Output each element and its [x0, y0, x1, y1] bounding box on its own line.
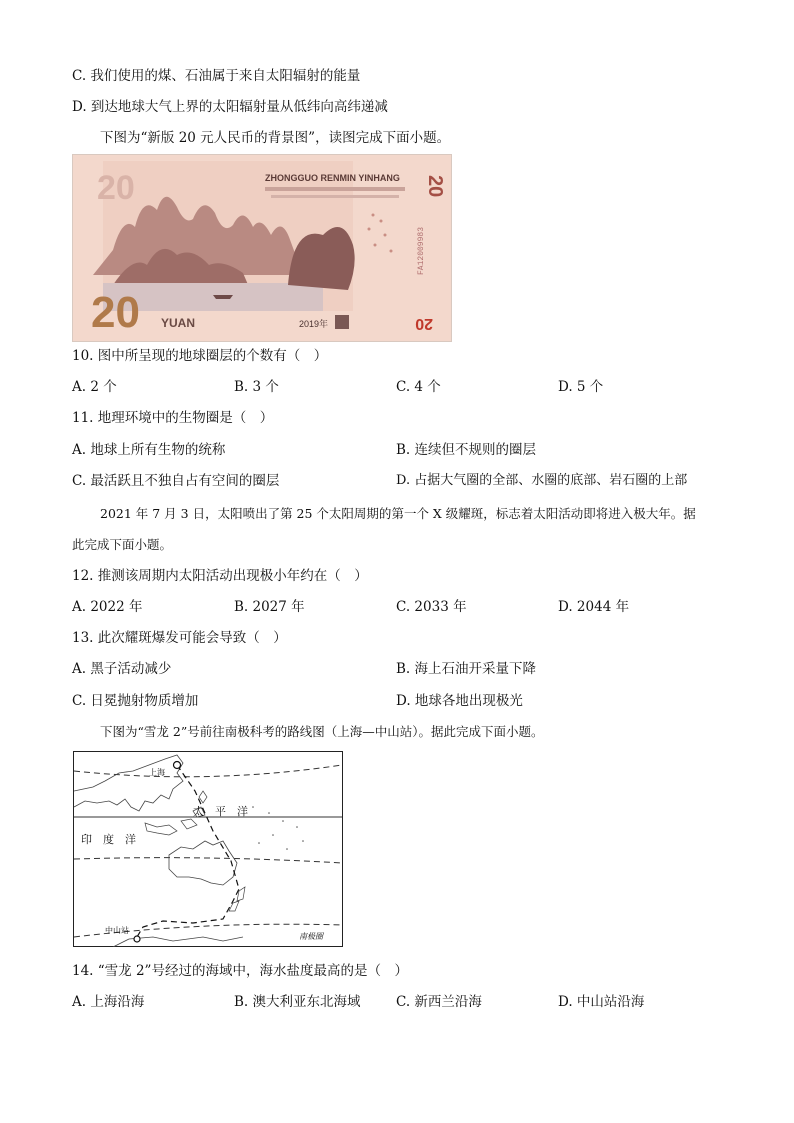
label-antarctic-circle: 南极圈 — [299, 932, 323, 941]
q14-option-b: B. 澳大利亚东北海域 — [234, 994, 361, 1010]
shanghai-marker — [174, 762, 181, 769]
q10-option-c: C. 4 个 — [396, 379, 441, 395]
yuan-label: YUAN — [161, 316, 196, 330]
banknote-image — [72, 154, 452, 342]
q12-option-d: D. 2044 年 — [558, 599, 630, 615]
q11-option-b: B. 连续但不规则的圈层 — [396, 442, 537, 458]
q13-option-d: D. 地球各地出现极光 — [396, 693, 523, 709]
label-shanghai: 上海 — [149, 768, 165, 777]
q10-option-a: A. 2 个 — [72, 379, 117, 395]
label-indian-ocean: 印 度 洋 — [81, 833, 136, 846]
script-line-2 — [271, 195, 399, 198]
q10-option-b: B. 3 个 — [234, 379, 279, 395]
banknote-illustration — [73, 155, 451, 341]
bank-name: ZHONGGUO RENMIN YINHANG — [265, 173, 400, 183]
q12-option-c: C. 2033 年 — [396, 599, 467, 615]
big-20-bottom: 20 — [91, 288, 140, 337]
route-map — [73, 751, 343, 947]
label-zhongshan: 中山站 — [105, 926, 129, 935]
question-14: 14. “雪龙 2”号经过的海域中，海水盐度最高的是（ ） — [72, 963, 408, 979]
security-mark — [335, 315, 349, 329]
q13-option-c: C. 日冕抛射物质增加 — [72, 693, 199, 709]
serial-number: FA12009983 — [417, 226, 426, 275]
q14-option-d: D. 中山站沿海 — [558, 994, 645, 1010]
option-d-prev: D. 到达地球大气上界的太阳辐射量从低纬向高纬递减 — [72, 99, 388, 115]
question-10: 10. 图中所呈现的地球圈层的个数有（ ） — [72, 348, 328, 364]
question-12: 12. 推测该周期内太阳活动出现极小年约在（ ） — [72, 568, 368, 584]
label-pacific: 太 平 洋 — [193, 805, 248, 818]
q11-option-a: A. 地球上所有生物的统称 — [72, 442, 226, 458]
q12-option-a: A. 2022 年 — [72, 599, 143, 615]
corner-20: 20 — [415, 315, 433, 332]
intro-solar-flare-1: 2021 年 7 月 3 日，太阳喷出了第 25 个太阳周期的第一个 X 级耀斑，标志着太阳活动即将进入极大年。据 — [100, 506, 696, 521]
option-c-prev: C. 我们使用的煤、石油属于来自太阳辐射的能量 — [72, 68, 361, 84]
q14-option-a: A. 上海沿海 — [72, 994, 145, 1010]
script-line-1 — [265, 187, 405, 191]
intro-banknote: 下图为“新版 20 元人民币的背景图”，读图完成下面小题。 — [100, 130, 451, 146]
raft — [213, 295, 233, 299]
intro-route-map: 下图为“雪龙 2”号前往南极科考的路线图（上海—中山站）。据此完成下面小题。 — [100, 724, 544, 739]
intro-solar-flare-2: 此完成下面小题。 — [72, 537, 173, 552]
zhongshan-marker — [134, 936, 140, 942]
q13-option-b: B. 海上石油开采量下降 — [396, 661, 537, 677]
q11-option-c: C. 最活跃且不独自占有空间的圈层 — [72, 473, 280, 489]
question-11: 11. 地理环境中的生物圈是（ ） — [72, 410, 274, 426]
map-frame — [74, 752, 343, 947]
route-map-svg — [73, 751, 343, 947]
q13-option-a: A. 黑子活动减少 — [72, 661, 172, 677]
side-20: 20 — [424, 175, 446, 198]
q10-option-d: D. 5 个 — [558, 379, 604, 395]
q12-option-b: B. 2027 年 — [234, 599, 305, 615]
q14-option-c: C. 新西兰沿海 — [396, 994, 482, 1010]
year-label: 2019年 — [299, 319, 329, 329]
big-20-top: 20 — [97, 169, 135, 207]
q11-option-d: D. 占据大气圈的全部、水圈的底部、岩石圈的上部 — [396, 473, 688, 488]
question-13: 13. 此次耀斑爆发可能会导致（ ） — [72, 630, 287, 646]
